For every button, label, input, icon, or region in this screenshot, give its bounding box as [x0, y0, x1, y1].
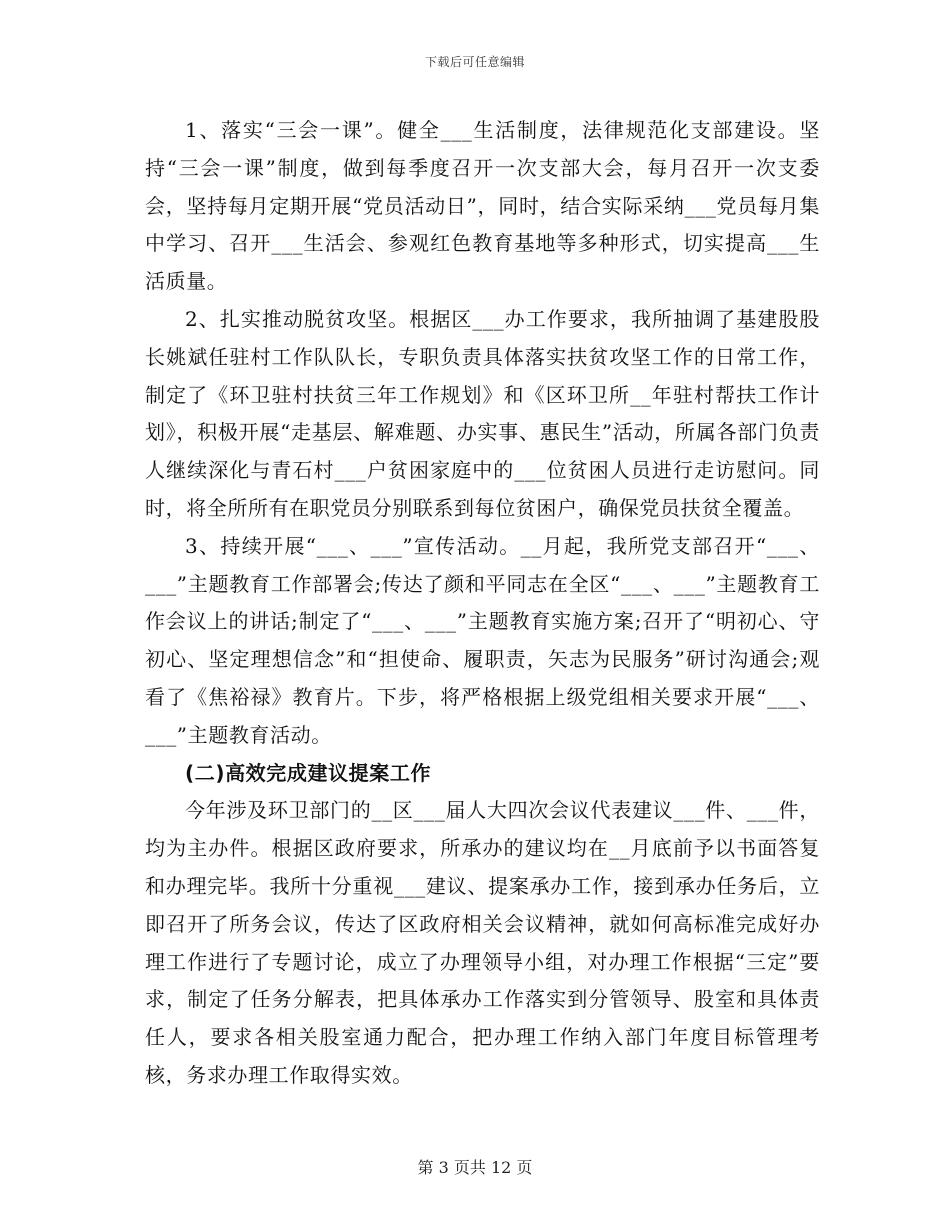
paragraph-poverty-alleviation: 2、扎实推动脱贫攻坚。根据区___办工作要求，我所抽调了基建股股长姚斌任驻村工作队队长，专职负责具体落实扶贫攻坚工作的日常工作，制定了《环卫驻村扶贫三年工作规划》和《区环卫所__年驻村帮扶工作计划》，积极开展“走基层、解难题、办实事、惠民生”活动，所属各部门负责人继续深化与青石村___户贫困家庭中的___位贫困人员进行走访慰问。同时，将全所所有在职党员分别联系到每位贫困户，确保党员扶贫全覆盖。 — [145, 306, 820, 520]
section-heading-proposals: (二)高效完成建议提案工作 — [185, 760, 432, 785]
page-number: 第 3 页共 12 页 — [417, 1158, 533, 1177]
document-body — [145, 112, 820, 1095]
paragraph-publicity-campaign: 3、持续开展“___、___”宣传活动。__月起，我所党支部召开“___、___”主题教育工作部署会;传达了颜和平同志在全区“___、___”主题教育工作会议上的讲话;制定了“___、___”主题教育实施方案;召开了“明初心、守初心、坚定理想信念”和“担使命、履职责，矢志为民服务”研讨沟通会;观看了《焦裕禄》教育片。下步，将严格根据上级党组相关要求开展“___、___”主题教育活动。 — [145, 533, 820, 747]
paragraph-three-meetings: 1、落实“三会一课”。健全___生活制度，法律规范化支部建设。坚持“三会一课”制度，做到每季度召开一次支部大会，每月召开一次支委会，坚持每月定期开展“党员活动日”，同时，结合实际采纳___党员每月集中学习、召开___生活会、参观红色教育基地等多种形式，切实提高___生活质量。 — [145, 118, 820, 294]
page-header: 下载后可任意编辑 — [424, 55, 525, 69]
paragraph-proposal-handling: 今年涉及环卫部门的__区___届人大四次会议代表建议___件、___件，均为主办件。根据区政府要求，所承办的建议均在__月底前予以书面答复和办理完毕。我所十分重视___建议、提案承办工作，接到承办任务后，立即召开了所务会议，传达了区政府相关会议精神，就如何高标准完成好办理工作进行了专题讨论，成立了办理领导小组，对办理工作根据“三定”要求，制定了任务分解表，把具体承办工作落实到分管领导、股室和具体责任人，要求各相关股室通力配合，把办理工作纳入部门年度目标管理考核，务求办理工作取得实效。 — [145, 798, 820, 1087]
